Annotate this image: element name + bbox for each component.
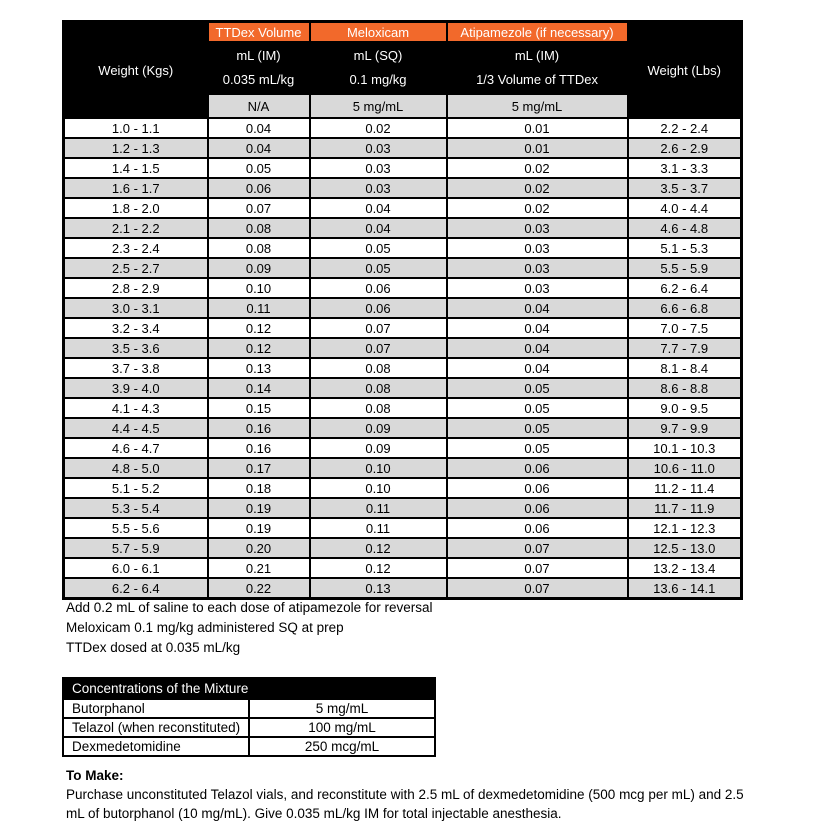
to-make-section: [66, 766, 760, 823]
weight-lbs-cell: 13.6 - 14.1: [628, 578, 742, 599]
meloxicam-route: mL (SQ): [353, 48, 403, 63]
weight-kg-cell: 3.2 - 3.4: [64, 318, 208, 338]
atipamezole-cell: 0.05: [447, 438, 628, 458]
ttdex-volume-cell: 0.04: [208, 138, 310, 158]
ttdex-volume-cell: 0.12: [208, 318, 310, 338]
ttdex-volume-cell: 0.18: [208, 478, 310, 498]
atipamezole-cell: 0.07: [447, 538, 628, 558]
meloxicam-cell: 0.03: [310, 178, 447, 198]
dose-row: [64, 378, 742, 398]
weight-kg-cell: 1.0 - 1.1: [64, 118, 208, 138]
meloxicam-cell: 0.09: [310, 438, 447, 458]
weight-lbs-cell: 4.6 - 4.8: [628, 218, 742, 238]
dose-row: [64, 458, 742, 478]
weight-kg-cell: 3.0 - 3.1: [64, 298, 208, 318]
weight-lbs-cell: 4.0 - 4.4: [628, 198, 742, 218]
meloxicam-cell: 0.05: [310, 258, 447, 278]
drug-name-cell: Dexmedetomidine: [63, 737, 249, 756]
ttdex-dose: 0.035 mL/kg: [222, 72, 295, 87]
ttdex-volume-cell: 0.12: [208, 338, 310, 358]
atipamezole-route: mL (IM): [514, 48, 560, 63]
dose-row: [64, 358, 742, 378]
notes-block: [66, 598, 432, 658]
dose-row: [64, 478, 742, 498]
weight-kg-cell: 3.7 - 3.8: [64, 358, 208, 378]
atipamezole-cell: 0.03: [447, 238, 628, 258]
dose-row: [64, 498, 742, 518]
weight-kg-cell: 4.6 - 4.7: [64, 438, 208, 458]
weight-kg-cell: 2.3 - 2.4: [64, 238, 208, 258]
ttdex-volume-cell: 0.15: [208, 398, 310, 418]
atipamezole-cell: 0.02: [447, 158, 628, 178]
concentration-row: [63, 718, 435, 737]
atipamezole-cell: 0.06: [447, 458, 628, 478]
note-atipamezole-saline: Add 0.2 mL of saline to each dose of atipamezole for reversal: [66, 600, 433, 615]
weight-kg-cell: 2.5 - 2.7: [64, 258, 208, 278]
drug-name-cell: Telazol (when reconstituted): [63, 718, 249, 737]
drug-name-cell: Butorphanol: [63, 699, 249, 718]
weight-kg-cell: 1.4 - 1.5: [64, 158, 208, 178]
dose-row: [64, 298, 742, 318]
meloxicam-concentration-cell: 5 mg/mL: [310, 94, 447, 118]
atipamezole-cell: 0.05: [447, 378, 628, 398]
ttdex-volume-cell: 0.16: [208, 418, 310, 438]
dose-row: [64, 258, 742, 278]
weight-lbs-cell: 8.1 - 8.4: [628, 358, 742, 378]
atipamezole-cell: 0.03: [447, 218, 628, 238]
dose-row: [64, 278, 742, 298]
meloxicam-dose: 0.1 mg/kg: [349, 72, 407, 87]
ttdex-route-dose-cell: [208, 42, 310, 94]
concentrations-title: Concentrations of the Mixture: [63, 678, 435, 699]
weight-lbs-cell: 2.2 - 2.4: [628, 118, 742, 138]
dose-row: [64, 398, 742, 418]
weight-lbs-cell: 7.7 - 7.9: [628, 338, 742, 358]
atipamezole-dose: 1/3 Volume of TTDex: [476, 72, 598, 87]
weight-kg-cell: 3.5 - 3.6: [64, 338, 208, 358]
weight-lbs-cell: 7.0 - 7.5: [628, 318, 742, 338]
atipamezole-cell: 0.03: [447, 258, 628, 278]
ttdex-volume-cell: 0.11: [208, 298, 310, 318]
weight-lbs-header: Weight (Lbs): [628, 22, 742, 119]
ttdex-volume-cell: 0.19: [208, 498, 310, 518]
meloxicam-cell: 0.04: [310, 198, 447, 218]
white-dot-artifact: [320, 441, 327, 448]
to-make-body: Purchase unconstituted Telazol vials, and reconstitute with 2.5 mL of dexmedetomidine (500 mcg per mL) and 2.5 mL of butorphanol (10 mg/mL). Give 0.035 mL/kg IM for total injectable anesthesia.: [66, 787, 744, 821]
ttdex-volume-cell: 0.22: [208, 578, 310, 599]
weight-kg-cell: 1.2 - 1.3: [64, 138, 208, 158]
weight-kg-cell: 5.7 - 5.9: [64, 538, 208, 558]
atipamezole-route-dose-cell: [447, 42, 628, 94]
dose-row: [64, 138, 742, 158]
dose-table-body: [64, 118, 742, 599]
dose-row: [64, 158, 742, 178]
to-make-heading: To Make:: [66, 768, 124, 783]
meloxicam-cell: 0.10: [310, 458, 447, 478]
dose-row: [64, 438, 742, 458]
weight-kg-cell: 2.8 - 2.9: [64, 278, 208, 298]
ttdex-volume-header: TTDex Volume: [208, 22, 310, 43]
weight-kg-cell: 4.1 - 4.3: [64, 398, 208, 418]
meloxicam-cell: 0.02: [310, 118, 447, 138]
ttdex-volume-cell: 0.06: [208, 178, 310, 198]
weight-lbs-cell: 12.1 - 12.3: [628, 518, 742, 538]
weight-kg-cell: 5.5 - 5.6: [64, 518, 208, 538]
concentration-row: [63, 737, 435, 756]
dose-row: [64, 178, 742, 198]
weight-lbs-cell: 12.5 - 13.0: [628, 538, 742, 558]
weight-lbs-cell: 5.5 - 5.9: [628, 258, 742, 278]
weight-lbs-cell: 2.6 - 2.9: [628, 138, 742, 158]
dose-row: [64, 238, 742, 258]
ttdex-volume-cell: 0.09: [208, 258, 310, 278]
atipamezole-cell: 0.05: [447, 398, 628, 418]
note-ttdex-dosing: TTDex dosed at 0.035 mL/kg: [66, 640, 241, 655]
weight-kg-cell: 5.1 - 5.2: [64, 478, 208, 498]
meloxicam-cell: 0.08: [310, 358, 447, 378]
ttdex-volume-cell: 0.10: [208, 278, 310, 298]
dose-row: [64, 418, 742, 438]
atipamezole-cell: 0.05: [447, 418, 628, 438]
ttdex-volume-cell: 0.07: [208, 198, 310, 218]
concentration-row: [63, 699, 435, 718]
meloxicam-cell: 0.03: [310, 158, 447, 178]
atipamezole-cell: 0.04: [447, 298, 628, 318]
meloxicam-cell: 0.03: [310, 138, 447, 158]
ttdex-volume-cell: 0.05: [208, 158, 310, 178]
dose-row: [64, 518, 742, 538]
meloxicam-cell: 0.12: [310, 538, 447, 558]
ttdex-volume-cell: 0.20: [208, 538, 310, 558]
weight-kg-cell: 6.2 - 6.4: [64, 578, 208, 599]
atipamezole-cell: 0.03: [447, 278, 628, 298]
atipamezole-cell: 0.07: [447, 578, 628, 599]
meloxicam-cell: 0.09: [310, 418, 447, 438]
weight-kg-cell: 1.6 - 1.7: [64, 178, 208, 198]
drug-concentration-cell: 5 mg/mL: [249, 699, 435, 718]
dose-row: [64, 118, 742, 138]
meloxicam-cell: 0.08: [310, 398, 447, 418]
weight-lbs-cell: 9.0 - 9.5: [628, 398, 742, 418]
meloxicam-route-dose-cell: [310, 42, 447, 94]
weight-lbs-cell: 3.5 - 3.7: [628, 178, 742, 198]
weight-lbs-cell: 11.7 - 11.9: [628, 498, 742, 518]
weight-lbs-cell: 13.2 - 13.4: [628, 558, 742, 578]
weight-lbs-cell: 10.1 - 10.3: [628, 438, 742, 458]
atipamezole-cell: 0.06: [447, 478, 628, 498]
atipamezole-cell: 0.07: [447, 558, 628, 578]
meloxicam-cell: 0.06: [310, 278, 447, 298]
weight-lbs-cell: 9.7 - 9.9: [628, 418, 742, 438]
dose-row: [64, 218, 742, 238]
atipamezole-cell: 0.02: [447, 178, 628, 198]
concentrations-table: [62, 677, 436, 757]
weight-kg-cell: 5.3 - 5.4: [64, 498, 208, 518]
dose-row: [64, 538, 742, 558]
ttdex-volume-cell: 0.21: [208, 558, 310, 578]
weight-kg-cell: 3.9 - 4.0: [64, 378, 208, 398]
weight-lbs-cell: 8.6 - 8.8: [628, 378, 742, 398]
meloxicam-cell: 0.07: [310, 318, 447, 338]
atipamezole-cell: 0.01: [447, 138, 628, 158]
weight-lbs-cell: 11.2 - 11.4: [628, 478, 742, 498]
weight-kg-cell: 4.4 - 4.5: [64, 418, 208, 438]
ttdex-volume-cell: 0.13: [208, 358, 310, 378]
ttdex-volume-cell: 0.17: [208, 458, 310, 478]
dose-row: [64, 318, 742, 338]
dose-row: [64, 338, 742, 358]
dose-row: [64, 198, 742, 218]
atipamezole-cell: 0.06: [447, 498, 628, 518]
meloxicam-cell: 0.11: [310, 498, 447, 518]
ttdex-volume-cell: 0.16: [208, 438, 310, 458]
meloxicam-cell: 0.13: [310, 578, 447, 599]
concentrations-title-row: [63, 678, 435, 699]
weight-lbs-cell: 10.6 - 11.0: [628, 458, 742, 478]
meloxicam-cell: 0.12: [310, 558, 447, 578]
note-meloxicam-dosing: Meloxicam 0.1 mg/kg administered SQ at prep: [66, 620, 344, 635]
dose-row: [64, 558, 742, 578]
weight-kg-cell: 4.8 - 5.0: [64, 458, 208, 478]
atipamezole-cell: 0.01: [447, 118, 628, 138]
meloxicam-cell: 0.06: [310, 298, 447, 318]
weight-kgs-header: Weight (Kgs): [64, 22, 208, 119]
atipamezole-concentration-cell: 5 mg/mL: [447, 94, 628, 118]
weight-lbs-cell: 6.2 - 6.4: [628, 278, 742, 298]
ttdex-volume-cell: 0.04: [208, 118, 310, 138]
atipamezole-cell: 0.04: [447, 358, 628, 378]
ttdex-route: mL (IM): [236, 48, 281, 63]
meloxicam-cell: 0.08: [310, 378, 447, 398]
ttdex-volume-cell: 0.14: [208, 378, 310, 398]
weight-kg-cell: 2.1 - 2.2: [64, 218, 208, 238]
weight-lbs-cell: 5.1 - 5.3: [628, 238, 742, 258]
drug-concentration-cell: 100 mg/mL: [249, 718, 435, 737]
drug-title-row: [64, 22, 742, 43]
atipamezole-cell: 0.06: [447, 518, 628, 538]
meloxicam-cell: 0.07: [310, 338, 447, 358]
ttdex-volume-cell: 0.08: [208, 238, 310, 258]
weight-lbs-cell: 3.1 - 3.3: [628, 158, 742, 178]
ttdex-volume-cell: 0.19: [208, 518, 310, 538]
atipamezole-cell: 0.04: [447, 338, 628, 358]
meloxicam-cell: 0.04: [310, 218, 447, 238]
atipamezole-cell: 0.02: [447, 198, 628, 218]
concentrations-table-body: [63, 699, 435, 756]
atipamezole-cell: 0.04: [447, 318, 628, 338]
meloxicam-cell: 0.10: [310, 478, 447, 498]
ttdex-concentration-cell: N/A: [208, 94, 310, 118]
atipamezole-header: Atipamezole (if necessary): [447, 22, 628, 43]
meloxicam-header: Meloxicam: [310, 22, 447, 43]
dose-row: [64, 578, 742, 599]
weight-kg-cell: 1.8 - 2.0: [64, 198, 208, 218]
ttdex-volume-cell: 0.08: [208, 218, 310, 238]
meloxicam-cell: 0.05: [310, 238, 447, 258]
meloxicam-cell: 0.11: [310, 518, 447, 538]
drug-concentration-cell: 250 mcg/mL: [249, 737, 435, 756]
weight-kg-cell: 6.0 - 6.1: [64, 558, 208, 578]
weight-lbs-cell: 6.6 - 6.8: [628, 298, 742, 318]
dosing-chart-table: [62, 20, 743, 600]
